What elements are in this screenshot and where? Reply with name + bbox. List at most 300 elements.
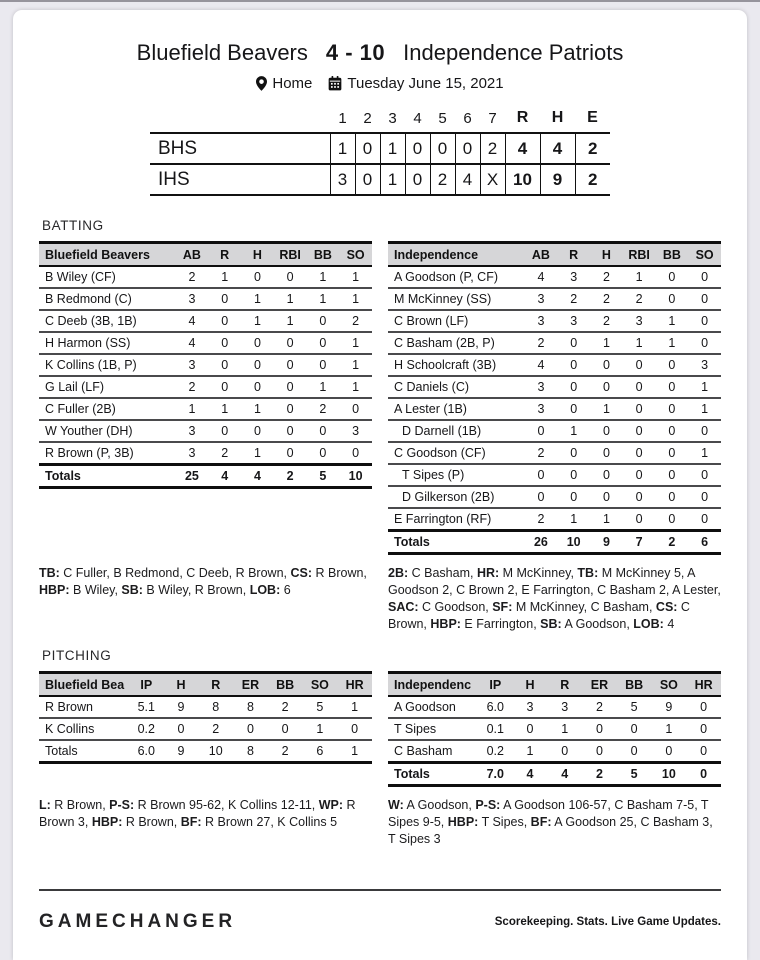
batting-player-row (39, 332, 372, 354)
note-segment: SB: A Goodson, (540, 617, 634, 631)
stat-cell: 0 (656, 376, 689, 398)
player-name-cell: D Gilkerson (2B) (388, 486, 525, 508)
player-name-cell: C Basham (2B, P) (388, 332, 525, 354)
stat-cell: 3 (176, 354, 209, 376)
stat-cell: 2 (176, 376, 209, 398)
stat-cell: 0 (617, 740, 652, 763)
totals-label: Totals (39, 740, 129, 763)
stat-cell: 2 (582, 763, 617, 786)
stat-cell: 2 (268, 696, 303, 718)
game-title (39, 40, 721, 66)
away-pitching-team-header: Bluefield Bea (39, 673, 129, 697)
stat-cell: 0 (307, 354, 340, 376)
batting-stat-header: R (208, 243, 241, 267)
stat-cell: 0 (656, 354, 689, 376)
stat-cell: 0 (590, 464, 623, 486)
stat-cell: 1 (241, 288, 274, 310)
stat-cell: 0 (557, 354, 590, 376)
player-name-cell: D Darnell (1B) (388, 420, 525, 442)
stat-cell: 0 (339, 398, 372, 420)
batting-stat-header: R (557, 243, 590, 267)
note-segment: BF: R Brown 27, K Collins 5 (180, 815, 338, 829)
note-segment: P-S: R Brown 95-62, K Collins 12-11, (109, 798, 319, 812)
errors-total: 2 (575, 133, 610, 164)
batting-player-row (388, 420, 721, 442)
batting-totals-row (388, 531, 721, 554)
stat-cell: 0 (525, 420, 558, 442)
note-segment: CS: C Brown, (388, 600, 690, 631)
batting-stat-header: H (590, 243, 623, 267)
stat-cell: 3 (176, 420, 209, 442)
stat-cell: 5 (307, 465, 340, 488)
stat-cell: 1 (623, 266, 656, 288)
note-segment: CS: R Brown, (290, 566, 367, 580)
linescore-row (150, 133, 610, 164)
stat-cell: 0 (208, 354, 241, 376)
stat-cell: 8 (233, 740, 268, 763)
stat-cell: 4 (547, 763, 582, 786)
stat-cell: 0 (686, 718, 721, 740)
stat-cell: 1 (339, 288, 372, 310)
pitching-section-label: PITCHING (42, 648, 112, 663)
batting-player-row (388, 442, 721, 464)
batting-stat-header: BB (656, 243, 689, 267)
stat-cell: 2 (590, 266, 623, 288)
stat-cell: 0 (656, 486, 689, 508)
stat-cell: 0 (557, 486, 590, 508)
stat-cell: 0.2 (129, 718, 164, 740)
stat-cell: 0 (274, 398, 307, 420)
stat-cell: 10 (557, 531, 590, 554)
batting-totals-row (39, 465, 372, 488)
team-abbreviation: IHS (150, 164, 330, 195)
stat-cell: 2 (582, 696, 617, 718)
batting-stat-header: BB (307, 243, 340, 267)
stat-cell: 0 (525, 464, 558, 486)
player-name-cell: C Goodson (CF) (388, 442, 525, 464)
stat-cell: 1 (339, 354, 372, 376)
stat-cell: 1 (339, 266, 372, 288)
stat-cell: 0 (164, 718, 199, 740)
stat-cell: 1 (241, 442, 274, 465)
stat-cell: 0 (274, 354, 307, 376)
stat-cell: 6 (688, 531, 721, 554)
stat-cell: 4 (176, 310, 209, 332)
note-segment: BF: A Goodson 25, C Basham 3, T Sipes 3 (388, 815, 713, 846)
stat-cell: 3 (688, 354, 721, 376)
player-name-cell: K Collins (1B, P) (39, 354, 176, 376)
stat-cell: 1 (513, 740, 548, 763)
player-name-cell: R Brown (39, 696, 129, 718)
batting-stat-header: H (241, 243, 274, 267)
date-label: Tuesday June 15, 2021 (347, 75, 504, 92)
batting-player-row (388, 288, 721, 310)
stat-cell: 2 (623, 288, 656, 310)
stat-cell: 1 (590, 508, 623, 531)
stat-cell: 0 (590, 486, 623, 508)
hits-total: 4 (540, 133, 575, 164)
away-pitching-table (39, 671, 372, 764)
stat-cell: 3 (525, 398, 558, 420)
stat-cell: 1 (339, 332, 372, 354)
final-score: 4 - 10 (325, 40, 386, 65)
batting-player-row (388, 398, 721, 420)
runs-total: 4 (505, 133, 540, 164)
stat-cell: 0 (688, 266, 721, 288)
inning-score: 2 (430, 164, 455, 195)
stat-cell: 1 (590, 398, 623, 420)
stat-cell: 1 (688, 442, 721, 464)
pitching-stat-header: ER (233, 673, 268, 697)
stat-cell: 1 (656, 332, 689, 354)
hits-total: 9 (540, 164, 575, 195)
stat-cell: 0 (208, 420, 241, 442)
stat-cell: 0 (582, 718, 617, 740)
pitching-stat-header: IP (129, 673, 164, 697)
player-name-cell: B Wiley (CF) (39, 266, 176, 288)
stat-cell: 1 (590, 332, 623, 354)
inning-score: 0 (405, 133, 430, 164)
batting-columns (39, 241, 721, 633)
stat-cell: 3 (513, 696, 548, 718)
note-segment: P-S: A Goodson 106-57, C Basham 7-5, T Sipes 9-5, (388, 798, 709, 829)
footer-divider (39, 889, 721, 891)
home-pitching-team-header: Independenc (388, 673, 478, 697)
inning-score: 1 (380, 164, 405, 195)
stat-cell: 0 (686, 696, 721, 718)
stat-cell: 2 (339, 310, 372, 332)
stat-cell: 0 (686, 763, 721, 786)
footer (39, 889, 721, 933)
note-segment: LOB: 4 (633, 617, 675, 631)
stat-cell: 0 (547, 740, 582, 763)
batting-stat-header: AB (176, 243, 209, 267)
pitching-stat-header: HR (337, 673, 372, 697)
inning-score: 0 (355, 133, 380, 164)
note-segment: HBP: B Wiley, (39, 583, 122, 597)
away-team-name: Bluefield Beavers (136, 40, 308, 65)
batting-player-row (39, 266, 372, 288)
home-pitching-table (388, 671, 721, 787)
player-name-cell: B Redmond (C) (39, 288, 176, 310)
stat-cell: 5 (617, 696, 652, 718)
note-segment: SB: B Wiley, R Brown, (121, 583, 250, 597)
stat-cell: 1 (557, 508, 590, 531)
player-name-cell: H Schoolcraft (3B) (388, 354, 525, 376)
stat-cell: 2 (208, 442, 241, 465)
player-name-cell: M McKinney (SS) (388, 288, 525, 310)
stat-cell: 2 (525, 508, 558, 531)
stat-cell: 0 (623, 486, 656, 508)
stat-cell: 0 (241, 354, 274, 376)
stat-cell: 0 (656, 464, 689, 486)
inning-score: X (480, 164, 505, 195)
stat-cell: 4 (525, 354, 558, 376)
stat-cell: 1 (688, 376, 721, 398)
note-segment: 2B: C Basham, (388, 566, 477, 580)
stat-cell: 0 (557, 332, 590, 354)
stat-cell: 0 (233, 718, 268, 740)
stat-cell: 0 (652, 740, 687, 763)
away-batting-table (39, 241, 372, 489)
inning-score: 0 (355, 164, 380, 195)
linescore-column-header: 3 (388, 109, 397, 127)
stat-cell: 7.0 (478, 763, 513, 786)
stat-cell: 0 (582, 740, 617, 763)
player-name-cell: A Goodson (388, 696, 478, 718)
stat-cell: 3 (557, 310, 590, 332)
batting-player-row (39, 310, 372, 332)
stat-cell: 3 (525, 376, 558, 398)
player-name-cell: A Goodson (P, CF) (388, 266, 525, 288)
linescore-table (150, 109, 610, 196)
home-pitching-header-row (388, 673, 721, 697)
stat-cell: 4 (525, 266, 558, 288)
player-name-cell: E Farrington (RF) (388, 508, 525, 531)
away-batting-team-header: Bluefield Beavers (39, 243, 176, 267)
stat-cell: 1 (307, 288, 340, 310)
stat-cell: 0 (623, 464, 656, 486)
linescore-header-row (150, 109, 610, 133)
gamechanger-logo: GAMECHANGER (39, 911, 237, 932)
stat-cell: 0 (623, 376, 656, 398)
game-meta (39, 75, 721, 92)
stat-cell: 1 (339, 376, 372, 398)
inning-score: 3 (330, 164, 355, 195)
linescore-column-header: 4 (413, 109, 422, 127)
pitching-player-row (39, 696, 372, 718)
player-name-cell: T Sipes (388, 718, 478, 740)
stat-cell: 9 (590, 531, 623, 554)
stat-cell: 1 (241, 310, 274, 332)
note-segment: SF: M McKinney, C Basham, (492, 600, 656, 614)
stat-cell: 0 (208, 310, 241, 332)
pitching-player-row (39, 718, 372, 740)
batting-player-row (39, 354, 372, 376)
pitching-stat-header: H (164, 673, 199, 697)
pitching-stat-header: BB (617, 673, 652, 697)
home-batting-team-header: Independence (388, 243, 525, 267)
stat-cell: 1 (208, 266, 241, 288)
stat-cell: 4 (513, 763, 548, 786)
stat-cell: 0 (274, 420, 307, 442)
batting-player-row (39, 442, 372, 465)
stat-cell: 7 (623, 531, 656, 554)
stat-cell: 6 (303, 740, 338, 763)
stat-cell: 3 (547, 696, 582, 718)
stat-cell: 0 (274, 332, 307, 354)
stat-cell: 0 (688, 486, 721, 508)
stat-cell: 1 (274, 310, 307, 332)
stat-cell: 0 (617, 718, 652, 740)
away-pitching-header-row (39, 673, 372, 697)
pitching-stat-header: R (198, 673, 233, 697)
player-name-cell: T Sipes (P) (388, 464, 525, 486)
batting-stat-header: SO (688, 243, 721, 267)
stat-cell: 3 (176, 442, 209, 465)
stat-cell: 0 (337, 718, 372, 740)
stat-cell: 4 (208, 465, 241, 488)
note-segment: WP: R Brown 3, (39, 798, 356, 829)
stat-cell: 1 (241, 398, 274, 420)
stat-cell: 1 (303, 718, 338, 740)
inning-score: 0 (430, 133, 455, 164)
stat-cell: 3 (525, 288, 558, 310)
batting-player-row (39, 420, 372, 442)
stat-cell: 0 (590, 420, 623, 442)
inning-score: 0 (405, 164, 430, 195)
stat-cell: 3 (525, 310, 558, 332)
stat-cell: 1 (337, 740, 372, 763)
pitching-stat-header: IP (478, 673, 513, 697)
player-name-cell: K Collins (39, 718, 129, 740)
inning-score: 4 (455, 164, 480, 195)
stat-cell: 1 (557, 420, 590, 442)
stat-cell: 2 (307, 398, 340, 420)
batting-player-row (388, 486, 721, 508)
inning-score: 2 (480, 133, 505, 164)
runs-total: 10 (505, 164, 540, 195)
away-batting-notes (39, 565, 372, 599)
stat-cell: 0 (688, 288, 721, 310)
pitching-stat-header: H (513, 673, 548, 697)
home-pitching-notes (388, 797, 721, 848)
batting-player-row (388, 332, 721, 354)
venue-meta (256, 75, 312, 92)
stat-cell: 0 (656, 266, 689, 288)
batting-player-row (39, 398, 372, 420)
stat-cell: 0 (688, 332, 721, 354)
linescore-column-header: 2 (363, 109, 372, 127)
stat-cell: 1 (623, 332, 656, 354)
stat-cell: 2 (525, 442, 558, 464)
stat-cell: 0 (241, 420, 274, 442)
batting-player-row (388, 464, 721, 486)
pitching-stat-header: SO (652, 673, 687, 697)
linescore-column-header: R (516, 109, 529, 126)
stat-cell: 0 (513, 718, 548, 740)
stat-cell: 2 (274, 465, 307, 488)
pitching-stat-header: HR (686, 673, 721, 697)
stat-cell: 0 (208, 288, 241, 310)
stat-cell: 5 (617, 763, 652, 786)
stat-cell: 0 (686, 740, 721, 763)
batting-player-row (388, 508, 721, 531)
pitching-stat-header: R (547, 673, 582, 697)
stat-cell: 8 (198, 696, 233, 718)
stat-cell: 0 (241, 376, 274, 398)
batting-section-label: BATTING (42, 218, 104, 233)
away-pitching-notes (39, 797, 372, 831)
stat-cell: 0 (557, 398, 590, 420)
stat-cell: 0 (307, 442, 340, 465)
batting-player-row (388, 354, 721, 376)
pitching-player-row (388, 740, 721, 763)
stat-cell: 1 (547, 718, 582, 740)
note-segment: W: A Goodson, (388, 798, 476, 812)
stat-cell: 2 (176, 266, 209, 288)
stat-cell: 0.2 (478, 740, 513, 763)
batting-stat-header: RBI (623, 243, 656, 267)
linescore-column-header: 7 (488, 109, 497, 127)
stat-cell: 6.0 (478, 696, 513, 718)
player-name-cell: C Daniels (C) (388, 376, 525, 398)
stat-cell: 0 (656, 420, 689, 442)
home-batting-notes (388, 565, 721, 633)
stat-cell: 26 (525, 531, 558, 554)
stat-cell: 5 (303, 696, 338, 718)
stat-cell: 0 (656, 442, 689, 464)
stat-cell: 2 (590, 288, 623, 310)
note-segment: TB: C Fuller, B Redmond, C Deeb, R Brown, (39, 566, 291, 580)
batting-stat-header: RBI (274, 243, 307, 267)
stat-cell: 1 (688, 398, 721, 420)
home-batting-table (388, 241, 721, 555)
stat-cell: 0 (623, 398, 656, 420)
stat-cell: 0 (590, 354, 623, 376)
note-segment: HBP: E Farrington, (430, 617, 541, 631)
stat-cell: 0 (339, 442, 372, 465)
linescore-column-header: H (551, 109, 564, 126)
batting-stat-header: AB (525, 243, 558, 267)
note-segment: HBP: T Sipes, (447, 815, 531, 829)
stat-cell: 2 (590, 310, 623, 332)
player-name-cell: H Harmon (SS) (39, 332, 176, 354)
stat-cell: 4 (176, 332, 209, 354)
stat-cell: 0.1 (478, 718, 513, 740)
stat-cell: 1 (176, 398, 209, 420)
stat-cell: 10 (652, 763, 687, 786)
totals-label: Totals (388, 531, 525, 554)
stat-cell: 1 (274, 288, 307, 310)
stat-cell: 0 (688, 508, 721, 531)
stat-cell: 0 (307, 332, 340, 354)
note-segment: L: R Brown, (39, 798, 110, 812)
footer-tagline: Scorekeeping. Stats. Live Game Updates. (494, 916, 721, 928)
batting-player-row (388, 266, 721, 288)
stat-cell: 0 (557, 376, 590, 398)
inning-score: 0 (455, 133, 480, 164)
pitching-stat-header: BB (268, 673, 303, 697)
stat-cell: 8 (233, 696, 268, 718)
stat-cell: 9 (164, 740, 199, 763)
stat-cell: 1 (652, 718, 687, 740)
linescore-column-header: 6 (463, 109, 472, 127)
stat-cell: 0 (307, 310, 340, 332)
stat-cell: 0 (656, 398, 689, 420)
home-team-name: Independence Patriots (403, 40, 624, 65)
stat-cell: 1 (337, 696, 372, 718)
batting-player-row (388, 310, 721, 332)
stat-cell: 0 (688, 464, 721, 486)
team-abbreviation: BHS (150, 133, 330, 164)
player-name-cell: C Fuller (2B) (39, 398, 176, 420)
stat-cell: 2 (656, 531, 689, 554)
note-segment: SAC: C Goodson, (388, 600, 493, 614)
stat-cell: 0 (590, 442, 623, 464)
stat-cell: 0 (688, 310, 721, 332)
stat-cell: 0 (241, 266, 274, 288)
pitching-totals-row (388, 763, 721, 786)
stat-cell: 3 (623, 310, 656, 332)
stat-cell: 9 (164, 696, 199, 718)
player-name-cell: R Brown (P, 3B) (39, 442, 176, 465)
away-batting-header-row (39, 243, 372, 267)
player-name-cell: G Lail (LF) (39, 376, 176, 398)
screen-top-edge (0, 0, 760, 2)
stat-cell: 1 (208, 398, 241, 420)
stat-cell: 0 (274, 442, 307, 465)
